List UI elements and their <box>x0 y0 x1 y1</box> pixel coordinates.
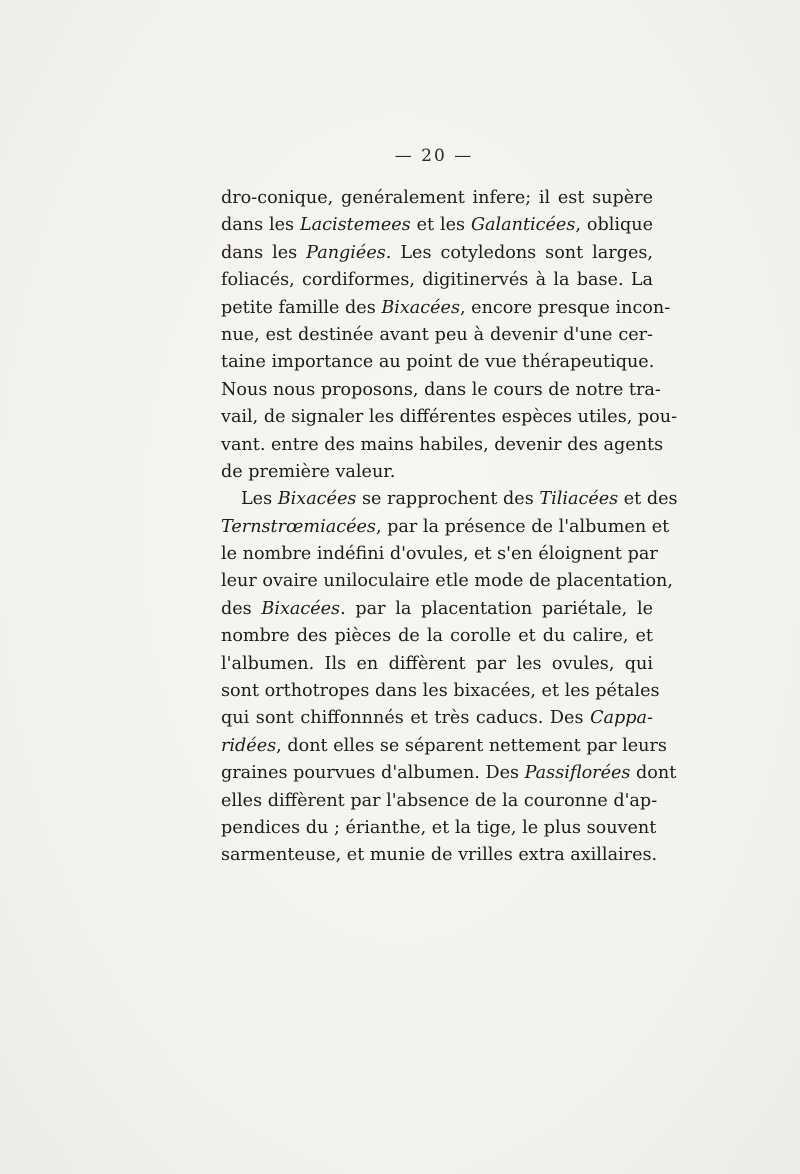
italic-term: Passiflorées <box>524 763 631 784</box>
text-segment: , encore presque incon- <box>460 297 671 318</box>
text-segment: vail, de signaler les différentes espèces utiles, pou- <box>221 407 678 428</box>
italic-term: Bixacées <box>261 598 341 619</box>
text-line <box>221 295 671 322</box>
text-segment: , dont elles se séparent nettement par leurs <box>276 735 667 756</box>
text-segment: pendices du ; érianthe, et la tige, le plus souvent <box>221 817 657 838</box>
italic-term: ridées <box>221 735 277 756</box>
text-segment: dans les <box>221 242 307 263</box>
text-segment: leur ovaire uniloculaire etle mode de placentation, <box>221 571 673 592</box>
text-segment: nue, est destinée avant peu à devenir d'une cer- <box>221 324 653 345</box>
text-line <box>221 733 667 760</box>
italic-term: Galanticées <box>470 215 576 236</box>
italic-term: Bixacées <box>277 489 357 510</box>
text-segment: dont <box>630 763 677 784</box>
text-segment: nombre des pièces de la corolle et du calire, et <box>221 626 653 647</box>
text-line <box>221 651 653 678</box>
text-segment: des <box>221 598 262 619</box>
text-segment: et des <box>618 489 678 510</box>
text-segment: Nous nous proposons, dans le cours de notre tra- <box>221 379 661 400</box>
text-line <box>221 760 677 787</box>
text-segment: , par la présence de l'albumen et <box>375 516 670 537</box>
text-line <box>221 486 678 513</box>
text-line <box>221 240 653 267</box>
text-segment: qui sont chiffonnnés et très caducs. Des <box>221 708 591 729</box>
text-segment: petite famille des <box>221 297 382 318</box>
text-line <box>221 267 653 294</box>
text-segment: . Les cotyledons sont larges, <box>385 242 653 263</box>
text-segment: taine importance au point de vue thérapeutique. <box>221 352 655 373</box>
text-segment: elles diffèrent par l'absence de la couronne d'ap- <box>221 790 658 811</box>
text-line <box>221 678 660 705</box>
text-line <box>221 404 678 431</box>
text-line <box>221 349 653 376</box>
page-number: — 20 — <box>394 146 474 166</box>
text-line <box>221 568 673 595</box>
text-segment: vant. entre des mains habiles, devenir des agents <box>221 434 664 455</box>
text-line <box>221 432 664 459</box>
text-segment: dro-conique, genéralement infere; il est supère <box>221 188 653 208</box>
text-segment: foliacés, cordiformes, digitinervés à la base. La <box>221 270 653 291</box>
text-segment: sont orthotropes dans les bixacées, et les pétales <box>221 681 660 702</box>
text-segment: . par la placentation pariétale, le <box>340 598 654 619</box>
italic-term: Cappa- <box>590 708 653 729</box>
text-line <box>221 815 657 842</box>
text-line <box>221 788 658 815</box>
text-segment: graines pourvues d'albumen. Des <box>221 763 525 784</box>
text-line <box>221 705 653 732</box>
italic-term: Ternstrœmiacées <box>221 516 376 537</box>
text-line <box>221 842 658 869</box>
italic-term: Bixacées <box>381 297 460 318</box>
text-segment: sarmenteuse, et munie de vrilles extra axillaires. <box>221 845 658 866</box>
text-line <box>221 212 653 239</box>
body-text <box>221 185 678 870</box>
text-line <box>221 459 653 486</box>
text-line <box>221 623 653 650</box>
text-segment: Les <box>241 489 278 510</box>
italic-term: Lacistemees <box>300 215 411 236</box>
text-line <box>221 377 661 404</box>
text-segment: dans les <box>221 215 300 236</box>
text-line <box>221 322 653 349</box>
text-line <box>221 185 653 212</box>
text-line <box>221 541 658 568</box>
text-line <box>221 514 670 541</box>
text-segment: se rapprochent des <box>356 489 540 510</box>
text-segment: , oblique <box>575 215 653 236</box>
text-segment: de première valeur. <box>221 461 396 482</box>
text-segment: le nombre indéfini d'ovules, et s'en éloignent par <box>221 544 658 565</box>
italic-term: Pangiées <box>306 242 386 263</box>
italic-term: Tiliacées <box>539 489 619 510</box>
text-line <box>221 596 653 623</box>
text-segment: l'albumen. Ils en diffèrent par les ovules, qui <box>221 653 653 674</box>
text-segment: et les <box>410 215 471 236</box>
